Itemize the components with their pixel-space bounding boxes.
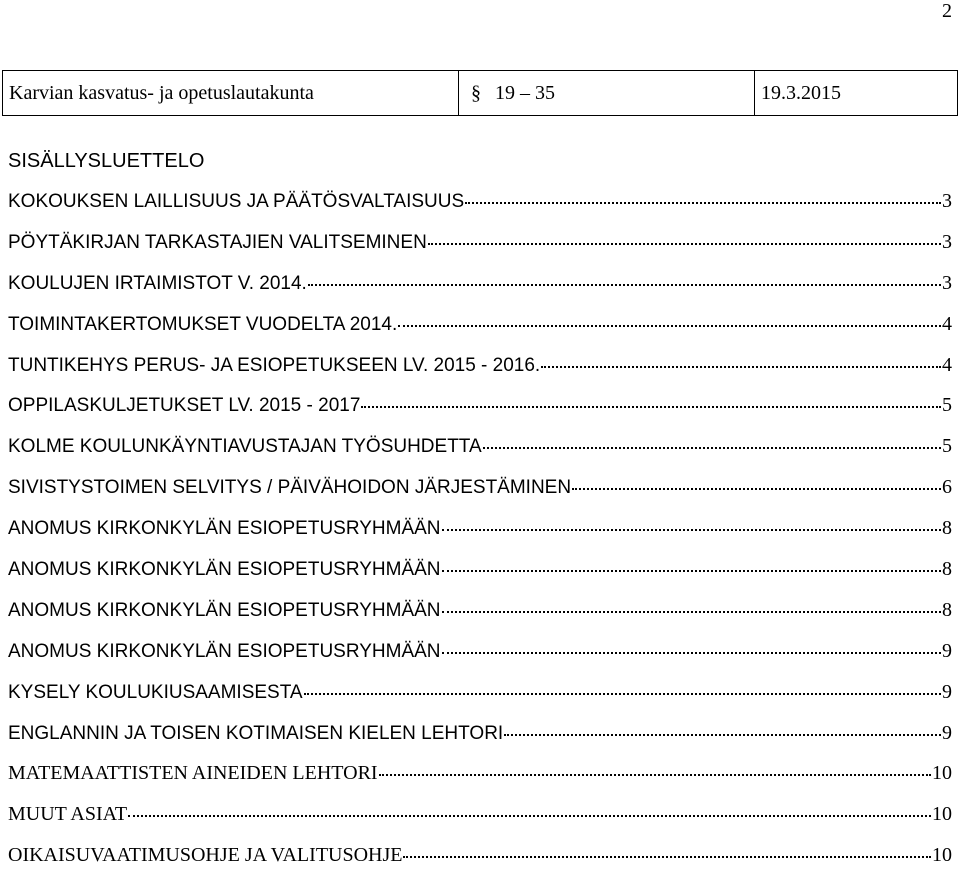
toc-entry-title: KOLME KOULUNKÄYNTIAVUSTAJAN TYÖSUHDETTA bbox=[8, 436, 482, 458]
toc-dot-leader bbox=[398, 325, 941, 327]
toc-entry-page: 8 bbox=[942, 558, 952, 581]
toc-dot-leader bbox=[442, 652, 941, 654]
toc-entry-title: TUNTIKEHYS PERUS- JA ESIOPETUKSEEN LV. 2015 - 2016. bbox=[8, 354, 541, 376]
toc-entry-page: 3 bbox=[942, 230, 952, 253]
toc-dot-leader bbox=[379, 774, 931, 776]
toc-entry-page: 9 bbox=[942, 721, 952, 744]
toc-entry-title: ANOMUS KIRKONKYLÄN ESIOPETUSRYHMÄÄN bbox=[8, 599, 441, 621]
toc-dot-leader bbox=[442, 611, 941, 613]
toc-entry-title: ANOMUS KIRKONKYLÄN ESIOPETUSRYHMÄÄN bbox=[8, 559, 441, 581]
toc-entry-title: MUUT ASIAT bbox=[8, 803, 128, 826]
toc-dot-leader bbox=[442, 570, 941, 572]
toc-dot-leader bbox=[361, 406, 941, 408]
toc-entry[interactable] bbox=[8, 354, 952, 395]
toc-entry-page: 6 bbox=[942, 476, 952, 499]
toc-entry-page: 10 bbox=[932, 762, 952, 785]
toc-entry-page: 9 bbox=[942, 639, 952, 662]
toc-entry-page: 3 bbox=[942, 190, 952, 212]
toc-entry[interactable] bbox=[8, 394, 952, 435]
toc-entry-page: 5 bbox=[942, 394, 952, 417]
toc-dot-leader bbox=[483, 447, 941, 449]
toc-entry-title: PÖYTÄKIRJAN TARKASTAJIEN VALITSEMINEN bbox=[8, 231, 427, 253]
toc-entry[interactable] bbox=[8, 313, 952, 354]
toc-entry[interactable] bbox=[8, 231, 952, 272]
document-header-table bbox=[2, 70, 958, 116]
toc-dot-leader bbox=[128, 815, 931, 817]
toc-entry-page: 10 bbox=[932, 803, 952, 826]
toc-dot-leader bbox=[308, 284, 941, 286]
toc-entry-page: 9 bbox=[942, 680, 952, 703]
toc-dot-leader bbox=[572, 488, 941, 490]
toc-entry-page: 3 bbox=[942, 271, 952, 294]
toc-entry-title: KOKOUKSEN LAILLISUUS JA PÄÄTÖSVALTAISUUS bbox=[8, 191, 465, 212]
toc-entry-page: 4 bbox=[942, 312, 952, 335]
toc-dot-leader bbox=[541, 366, 941, 368]
toc-entry-title: OPPILASKULJETUKSET LV. 2015 - 2017 bbox=[8, 395, 361, 417]
page-number: 2 bbox=[942, 0, 952, 22]
toc-dot-leader bbox=[504, 734, 941, 736]
toc-entry-page: 8 bbox=[942, 517, 952, 540]
header-section-range: 19 – 35 bbox=[495, 81, 555, 104]
toc-entry-page: 5 bbox=[942, 435, 952, 458]
toc-entry[interactable] bbox=[8, 803, 952, 844]
toc-dot-leader bbox=[442, 529, 941, 531]
toc-dot-leader bbox=[403, 856, 931, 858]
toc-entry[interactable] bbox=[8, 558, 952, 599]
toc-entry[interactable] bbox=[8, 435, 952, 476]
toc-entry-title: KYSELY KOULUKIUSAAMISESTA bbox=[8, 681, 303, 703]
toc-dot-leader bbox=[465, 202, 941, 204]
toc-entry[interactable] bbox=[8, 272, 952, 313]
toc-entry[interactable] bbox=[8, 190, 952, 231]
toc-entry-page: 8 bbox=[942, 598, 952, 621]
toc-entry[interactable] bbox=[8, 640, 952, 681]
section-mark: § bbox=[471, 81, 481, 104]
header-body-name: Karvian kasvatus- ja opetuslautakunta bbox=[3, 71, 459, 116]
header-date: 19.3.2015 bbox=[755, 71, 958, 116]
toc-entry[interactable] bbox=[8, 599, 952, 640]
toc-entry-page: 10 bbox=[932, 844, 952, 867]
toc-entry-title: ANOMUS KIRKONKYLÄN ESIOPETUSRYHMÄÄN bbox=[8, 518, 441, 540]
toc-dot-leader bbox=[304, 693, 941, 695]
toc-entry-title: SIVISTYSTOIMEN SELVITYS / PÄIVÄHOIDON JÄRJESTÄMINEN bbox=[8, 477, 572, 499]
toc-entry[interactable] bbox=[8, 517, 952, 558]
toc-list bbox=[8, 190, 952, 885]
toc-entry-page: 4 bbox=[942, 353, 952, 376]
toc-entry-title: OIKAISUVAATIMUSOHJE JA VALITUSOHJE bbox=[8, 844, 403, 867]
toc-entry[interactable] bbox=[8, 476, 952, 517]
toc-entry[interactable] bbox=[8, 844, 952, 885]
toc-entry[interactable] bbox=[8, 722, 952, 763]
toc-entry[interactable] bbox=[8, 681, 952, 722]
toc-entry-title: KOULUJEN IRTAIMISTOT V. 2014. bbox=[8, 272, 307, 294]
toc-entry-title: ENGLANNIN JA TOISEN KOTIMAISEN KIELEN LEHTORI bbox=[8, 722, 504, 744]
toc-entry-title: ANOMUS KIRKONKYLÄN ESIOPETUSRYHMÄÄN bbox=[8, 640, 441, 662]
header-section-cell bbox=[459, 71, 755, 116]
toc-entry[interactable] bbox=[8, 762, 952, 803]
toc-entry-title: MATEMAATTISTEN AINEIDEN LEHTORI bbox=[8, 762, 378, 785]
toc-dot-leader bbox=[428, 243, 941, 245]
toc-entry-title: TOIMINTAKERTOMUKSET VUODELTA 2014. bbox=[8, 313, 398, 335]
toc-heading: SISÄLLYSLUETTELO bbox=[8, 150, 205, 172]
